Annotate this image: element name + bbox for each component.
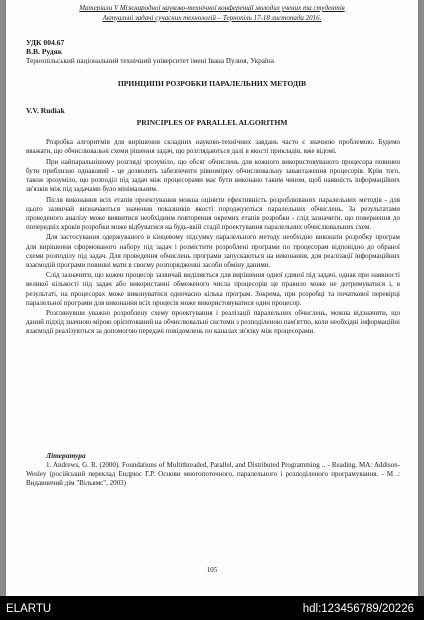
affiliation: Тернопільський національний технічний університет імені Івана Пулюя, Україна — [26, 57, 274, 65]
paragraph: Слід зазначити, що кожен процесор зазвичай виділяється для вирішення одної єдиної під задачі, однак при наявності великої кількості під задач або використанні обмеженого числа процесорів це правило може не дотримуватися і, в результаті, на процесорах може виконуватися одночасно кілька програм. Зокрема, при розробці та початкової перевірці паралельної програми для виконання всіх процесів може використовуватися один процесор. — [26, 271, 400, 307]
header-line-2: Актуальні задачі сучасних технологій – Тернопіль 17-18 листопада 2016. — [102, 13, 322, 22]
author-en: V.V. Rudiak — [26, 106, 65, 115]
paragraph: При найпаральнішому розгляді зрозуміло, що обсяг обчислень для кожного використовуваного процесора повинен бути приблизно однаковий - це дозволить забезпечити рівномірну обчислювальну завантаження процесорів. Крім того, також зрозуміло, що розподіл під задач між процесорами має бути виконано таким чином, щоб наявність інформаційних зв'язків між під задачами було мінімальним. — [26, 157, 400, 193]
references-heading: Література — [46, 451, 86, 460]
handle-link[interactable]: hdl:123456789/20226 — [302, 603, 414, 615]
article-body — [26, 138, 400, 338]
paragraph: Розробка алгоритмів для вирішення складних науково-технічних завдань часто є значною проблемою. Будемо вважати, що обчислювальні схеми рішення задач, що розглядаються далі в якості прикладів, вже відомі. — [26, 138, 400, 156]
header-line-1: Матеріали V Міжнародної науково-технічної конференції молодих учених та студентів — [79, 4, 345, 12]
repository-footer — [0, 596, 424, 620]
title-en: PRINCIPLES OF PARALLEL ALGORITHM — [136, 118, 288, 127]
page-number: 105 — [206, 566, 218, 574]
document-page — [6, 0, 418, 596]
paragraph: Для застосування одержуваного в кінцевому підсумку паралельного методу необхідно виконати розробку програм для вирішення сформованого набору під задач і розмістити розроблені програми по процесорам відповідно до обраної схеми розподілу під задач. Для проведення обчислень програми запускаються на виконання, для реалізації інформаційних взаємодій програми повинні мати в своєму розпорядженні засоби обміну даними. — [26, 233, 400, 269]
repository-name: ELARTU — [6, 603, 52, 615]
reference-item: 1. Andrews, G. R. (2000). Foundations of Multithreaded, Parallel, and Distributed Programming .. - Reading, MA: Addison-Wesley (російський переклад Ендрюс Г.Р. Основи многопоточного, паралельного і розподіленого програмування. - М .: Видавничий дім "Вільямс", 2003) — [26, 461, 400, 488]
udk-code: УДК 004.67 — [26, 38, 65, 47]
author-ua: В.В. Рудяк — [26, 47, 63, 56]
title-ua: ПРИНЦИПИ РОЗРОБКИ ПАРАЛЕЛЬНИХ МЕТОДІВ — [117, 79, 307, 88]
conference-header — [26, 4, 398, 23]
paragraph: Після виконання всіх етапів проектування можна оцінити ефективність розроблюваних паралельних методів - для цього зазвичай визначаються значення показників якості породжуються паралельних обчислень. За результатами проведеного аналізу може виявитися необхідним повторення окремих етапів розробки - слід зазначити, що повернення до попередніх кроків розробки може відбуватися на будь-якій стадії проектування паралельних обчислювальних схем. — [26, 195, 400, 231]
paragraph: Розглянувши уважно розроблену схему проектування і реалізації паралельних обчислень, можна відзначити, що даний підхід значною мірою орієнтований на обчислювальні системи з розподіленою пам'яттю, коли необхідні інформаційні взаємодії реалізуються за допомогою передачі повідомлень по каналах зв'язку між процесорами. — [26, 309, 400, 336]
